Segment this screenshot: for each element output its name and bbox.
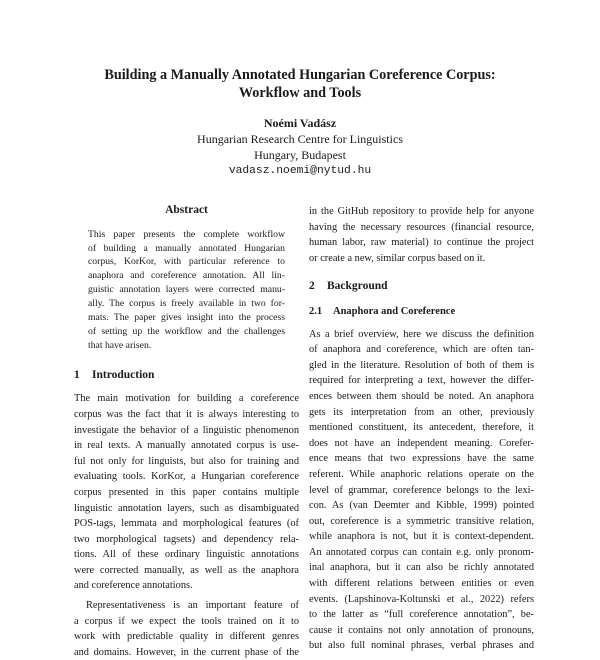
text-line: An annotated corpus can contain e.g. only pronom- [309,546,534,558]
section-number: 2 [309,280,315,293]
intro-paragraph-2 [74,598,299,660]
text-line: and coreference annotations. [74,580,193,592]
author-block [0,115,600,179]
text-line: and domains. However, in the current phase of the [74,646,299,658]
text-line: a corpus if we expect the tools trained on it to [74,615,299,627]
text-line: required for interpreting a text, however the differ- [309,375,534,387]
section-title: Background [327,280,388,293]
text-line: con. As (van Deemter and Kibble, 1999) pointed [309,500,534,512]
text-line: out, coreference is a symmetric transitive relation, [309,515,534,527]
abstract-line: of setting up the workflow and the challenges [88,325,285,337]
text-line: ful not only for linguists, but also for training and [74,455,299,467]
right-column [309,204,534,654]
text-line: referent. While anaphoric relations operate on the [309,468,534,480]
abstract-heading: Abstract [165,204,208,216]
text-line: to the latter as “full coreference annotation”, be- [309,609,534,621]
abstract-line: that have arisen. [88,339,152,351]
text-line: cause it contains not only annotation of pronouns, [309,624,534,636]
text-line: events. (Lapshinova-Koltunski et al., 2022) refers [309,593,534,605]
abstract-line: anaphora and coreference annotation. All lin- [88,270,285,282]
text-line: ences between them should be noted. An anaphora [309,390,534,402]
text-line: linguistic annotation layers, such as disambiguated [74,502,299,514]
author-email: vadasz.noemi@nytud.hu [228,165,372,177]
text-line: in the GitHub repository to provide help for anyone [309,206,534,217]
abstract-line: guistic annotation layers were corrected manu- [88,284,285,296]
section-number: 1 [74,368,80,381]
text-line: level of grammar, coreference belongs to the lexi- [309,484,534,496]
abstract-line: corpus, KorKor, with particular reference to [88,256,285,268]
text-line: corpus presented in this paper contains multiple [74,486,299,498]
text-line: in real texts. A manually annotated corpus is use- [74,440,299,452]
author-affiliation: Hungarian Research Centre for Linguistics [197,132,403,146]
paper-title [0,66,600,102]
intro-paragraph-1 [74,391,299,594]
continued-paragraph [309,204,534,266]
text-line: ence means that two expressions have the same [309,453,534,465]
section-title: Introduction [92,368,155,381]
text-line: The main motivation for building a coreference [74,393,299,405]
text-line: gled in the literature. Resolution of both of them is [309,359,534,371]
abstract-body [88,228,285,353]
author-name: Noémi Vadász [263,116,337,130]
text-line: gets its interpretation from an other, previously [309,406,534,418]
title-line-1: Building a Manually Annotated Hungarian Coreference Corpus: [104,67,496,83]
text-line: while anaphora is not, but it is context-dependent. [309,531,534,543]
text-line: work with predictable quality in different genres [74,631,299,643]
text-line: of anaphora and coreference, which are often tan- [309,344,534,356]
text-line: two morphological tagsets) and dependency rela- [74,533,299,545]
abstract-line: ally. The corpus is freely available in two for- [88,298,285,310]
text-line: POS-tags, lemmata and morphological features (of [74,518,299,530]
text-line: tions. All of these ordinary linguistic annotations [74,549,299,561]
text-line: mentioned constituent, its antecedent, therefore, it [309,422,534,434]
text-line: Representativeness is an important feature of [86,600,299,612]
text-line: evaluating tools. KorKor, a Hungarian coreference [74,471,299,483]
abstract-line: of building a manually annotated Hungarian [88,242,285,254]
abstract-line: mats. The paper gives insight into the process [88,312,285,324]
text-line: inal anaphora, but it can also be richly annotated [309,562,534,574]
text-line: human labor, raw material) to continue the project [309,237,534,249]
text-line: does not have an independent meaning. Corefer- [309,437,534,449]
text-line: As a brief overview, here we discuss the definition [309,328,534,340]
title-line-2: Workflow and Tools [238,85,362,101]
subsection-heading-anaphora [309,304,534,320]
left-column [74,200,299,660]
text-line: or create a new, similar corpus based on it. [309,252,486,264]
text-line: were corrected manually, as well as the anaphora [74,564,299,576]
abstract-line: This paper presents the complete workflow [88,228,285,240]
subsection-title: Anaphora and Coreference [333,305,456,317]
text-line: with different relations between entities or even [309,578,534,590]
section-heading-background [309,279,534,295]
section-heading-introduction [74,368,299,384]
text-line: but also full nominal phrases, verbal phrases and [309,640,534,652]
subsection-number: 2.1 [309,305,323,317]
text-line: corpus was the fact that it is always interesting to [74,408,299,420]
text-line: having the necessary resources (financial resource, [309,221,534,233]
author-location: Hungary, Budapest [254,148,346,162]
text-line: investigate the behavior of a linguistic phenomenon [74,424,299,436]
background-paragraph [309,327,534,654]
